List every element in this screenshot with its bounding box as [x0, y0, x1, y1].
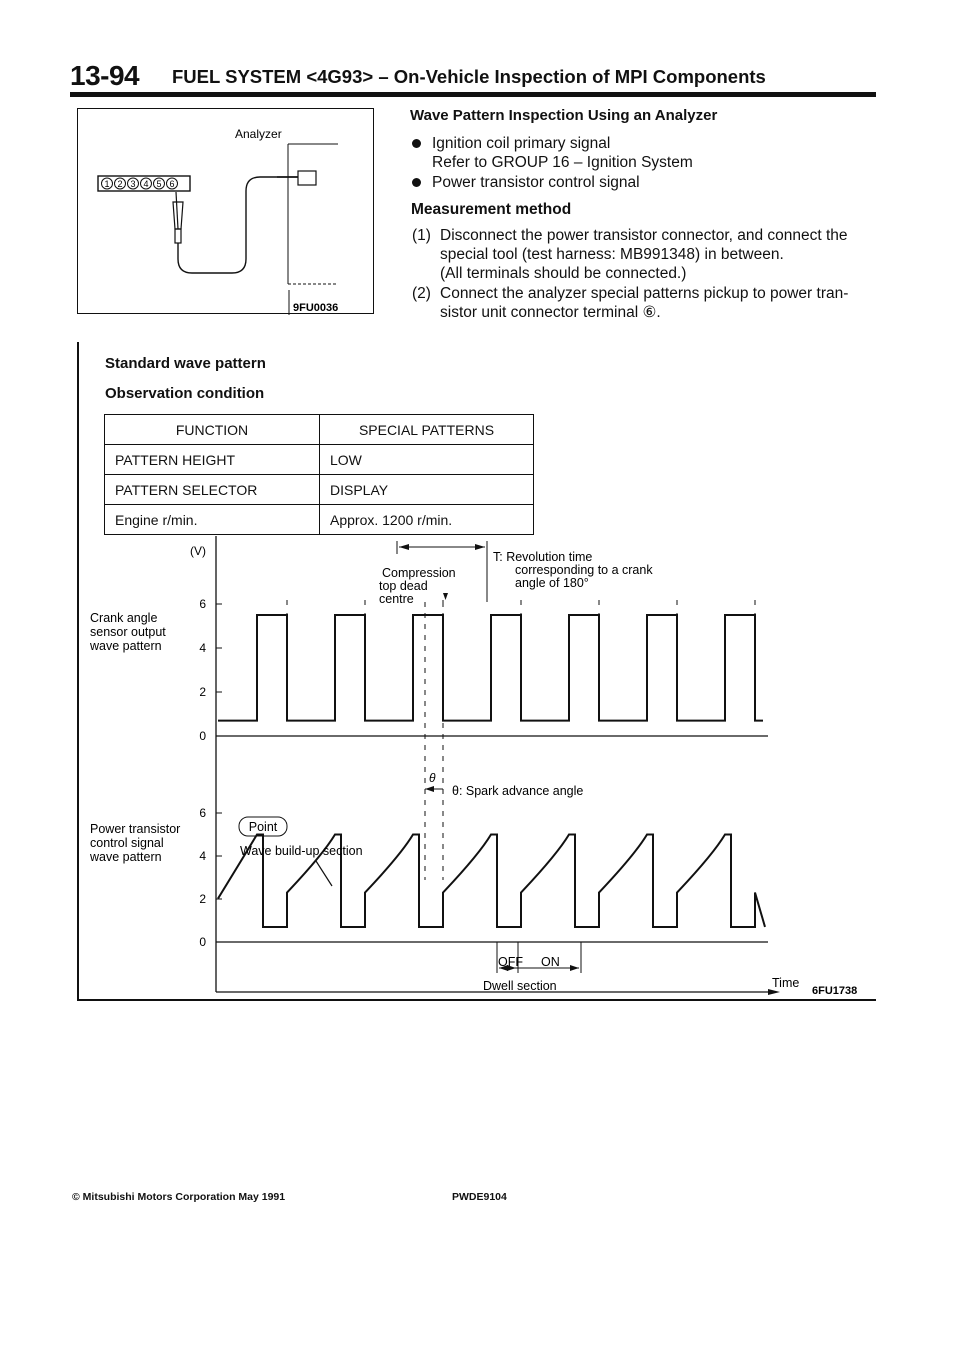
- dwell-arrow-right: [570, 965, 579, 971]
- alignment-dashes: [287, 600, 755, 880]
- step-line: (All terminals should be connected.): [440, 265, 687, 282]
- table-header-cell: SPECIAL PATTERNS: [320, 415, 534, 445]
- wave-buildup-label: Wave build-up section: [240, 844, 363, 858]
- theta-arrow-head: [425, 786, 434, 792]
- theta-symbol: θ: [429, 771, 436, 785]
- step-item: [412, 226, 848, 283]
- footer-copyright: © Mitsubishi Motors Corporation May 1991: [72, 1191, 286, 1203]
- tdc-line: top dead: [379, 579, 428, 593]
- tdc-line: Compression: [382, 566, 456, 580]
- header-rule: [70, 92, 876, 97]
- section-bottom-rule: [77, 999, 876, 1001]
- crank-series-label: [90, 611, 166, 653]
- table-cell: LOW: [320, 445, 534, 475]
- section-left-rule: [77, 342, 79, 1000]
- probe-cable: [178, 177, 298, 273]
- unit-label: (V): [190, 544, 206, 558]
- table-cell: Approx. 1200 r/min.: [320, 505, 534, 535]
- table-cell: PATTERN SELECTOR: [105, 475, 320, 505]
- analyzer-label: Analyzer: [235, 127, 282, 141]
- step-line: Disconnect the power transistor connector, and connect the: [440, 227, 848, 244]
- page-number: 13-94: [70, 60, 140, 91]
- bullet-line: Ignition coil primary signal: [432, 135, 611, 152]
- wave-pattern-chart: [90, 530, 870, 1000]
- pin-3-label: 3: [130, 179, 136, 189]
- connector-pins: [102, 178, 178, 189]
- y-tick-label: 0: [199, 935, 206, 949]
- t-arrow-head-right: [475, 544, 485, 550]
- y-tick-label: 6: [199, 806, 206, 820]
- y-tick-label: 2: [199, 685, 206, 699]
- on-label: ON: [541, 955, 560, 969]
- analyzer-connection-drawing: [78, 109, 375, 315]
- y-tick-label: 0: [199, 729, 206, 743]
- ptr-label-line: Power transistor: [90, 822, 181, 836]
- pin-4-label: 4: [143, 179, 149, 189]
- revolution-time-line: angle of 180°: [515, 576, 589, 590]
- table-header-row: [105, 415, 534, 445]
- step-line: special tool (test harness: MB991348) in between.: [440, 246, 784, 263]
- dwell-section-label: Dwell section: [483, 979, 557, 993]
- table-cell: PATTERN HEIGHT: [105, 445, 320, 475]
- step-number: (1): [412, 227, 431, 244]
- ptr-label-line: wave pattern: [90, 850, 162, 864]
- spark-advance-label: θ: Spark advance angle: [452, 784, 584, 798]
- crank-label-line: wave pattern: [90, 639, 162, 653]
- bullet-dot: [412, 178, 421, 187]
- revolution-time-line: corresponding to a crank: [515, 563, 653, 577]
- table-row: [105, 475, 534, 505]
- buildup-pointer: [316, 861, 332, 886]
- pin-1-label: 1: [104, 179, 110, 189]
- point-label: Point: [248, 820, 278, 834]
- bullet-dot: [412, 139, 421, 148]
- ptr-label-line: control signal: [90, 836, 164, 850]
- x-axis-label: Time: [772, 976, 800, 990]
- analyzer-connection-figure: [77, 108, 374, 314]
- step-line: Connect the analyzer special patterns pickup to power tran-: [440, 285, 849, 302]
- table-row: [105, 445, 534, 475]
- crank-label-line: sensor output: [90, 625, 166, 639]
- bullet-line: Refer to GROUP 16 – Ignition System: [432, 154, 693, 171]
- table-cell: Engine r/min.: [105, 505, 320, 535]
- crank-label-line: Crank angle: [90, 611, 158, 625]
- off-label: OFF: [498, 955, 523, 969]
- tdc-line: centre: [379, 592, 414, 606]
- y-tick-label: 6: [199, 597, 206, 611]
- step-number: (2): [412, 285, 431, 302]
- table-cell: DISPLAY: [320, 475, 534, 505]
- y-tick-label: 4: [199, 641, 206, 655]
- pin-5-label: 5: [156, 179, 162, 189]
- y-tick-label: 2: [199, 892, 206, 906]
- tdc-pointer-icon: [443, 593, 448, 600]
- t-arrow-head-left: [399, 544, 409, 550]
- table-header-cell: FUNCTION: [105, 415, 320, 445]
- bullet-item: [432, 134, 693, 172]
- step-item: [412, 284, 849, 322]
- measurement-heading: Measurement method: [411, 201, 572, 218]
- bullet-line: Power transistor control signal: [432, 174, 640, 191]
- chart-code: 6FU1738: [812, 985, 858, 997]
- figure1-code: 9FU0036: [293, 302, 339, 314]
- step-line: sistor unit connector terminal ⑥.: [440, 304, 661, 321]
- y-tick-label: 4: [199, 849, 206, 863]
- probe-plug: [175, 229, 181, 243]
- pin-6-label: 6: [169, 179, 175, 189]
- bullet-item: [432, 173, 640, 192]
- probe-wire: [176, 192, 178, 229]
- pin-2-label: 2: [117, 179, 123, 189]
- ptr-series-label: [90, 822, 180, 864]
- crank-angle-wave: [218, 615, 763, 721]
- analyzer-port: [298, 171, 316, 185]
- observation-heading: Observation condition: [105, 385, 265, 402]
- section-title: Wave Pattern Inspection Using an Analyzer: [410, 107, 718, 124]
- page-title: FUEL SYSTEM <4G93> – On-Vehicle Inspection of MPI Components: [172, 66, 766, 87]
- standard-wave-heading: Standard wave pattern: [105, 355, 266, 372]
- observation-table: [104, 414, 534, 535]
- footer-doc-code: PWDE9104: [452, 1191, 507, 1203]
- revolution-time-line: T: Revolution time: [493, 550, 593, 564]
